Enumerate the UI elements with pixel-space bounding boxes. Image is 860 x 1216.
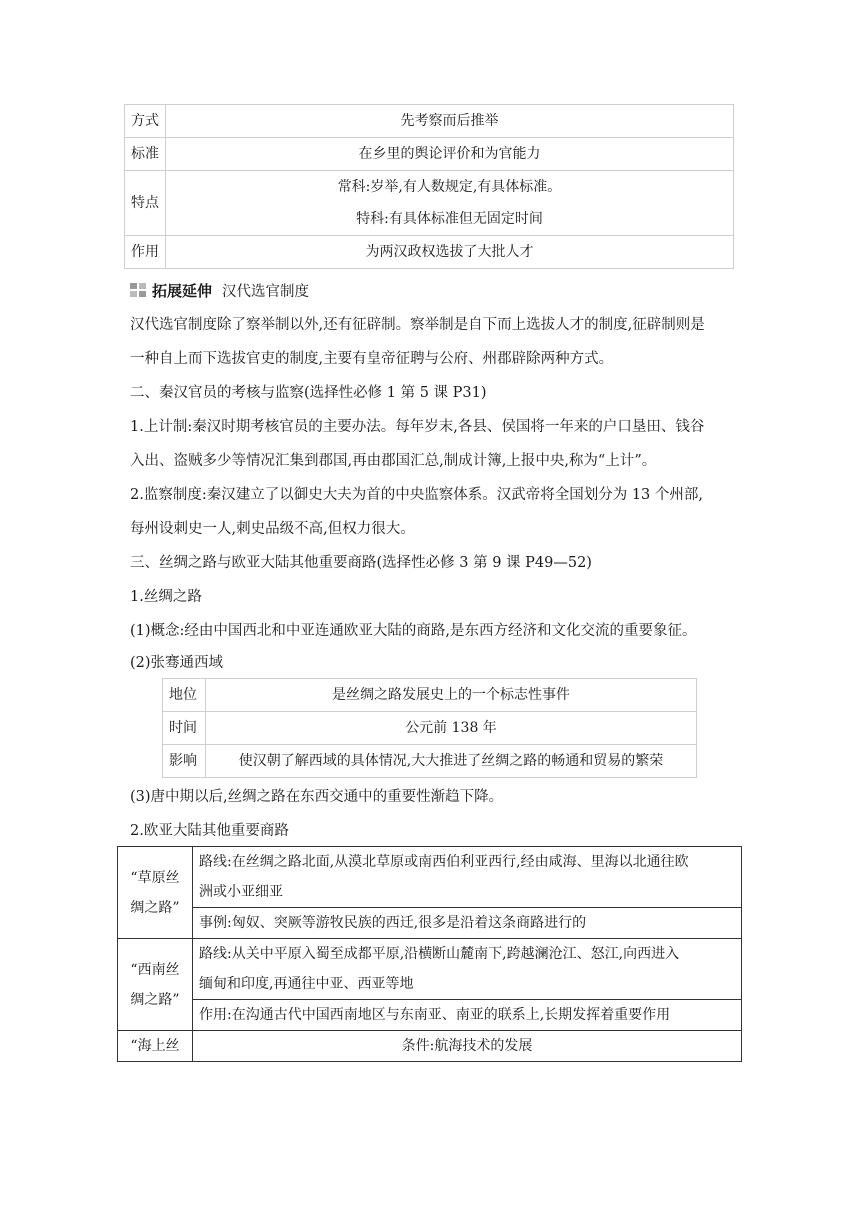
table-row (118, 1000, 742, 1031)
detail-line: 路线:在丝绸之路北面,从漠北草原或南西伯利亚西行,经由咸海、里海以北通往欧 (199, 854, 689, 870)
section-heading: 三、丝绸之路与欧亚大陆其他重要商路(选择性必修 3 第 9 课 P49—52) (130, 555, 592, 571)
row-key: 作用 (125, 236, 166, 269)
route-name-line: 绸之路” (130, 991, 180, 1008)
table-row (163, 712, 697, 745)
table-row (118, 908, 742, 939)
section-heading: 二、秦汉官员的考核与监察(选择性必修 1 第 5 课 P31) (130, 385, 487, 401)
detail-line: 洲或小亚细亚 (199, 884, 283, 900)
paragraph-line: (2)张骞通西域 (130, 655, 224, 671)
route-name-line: 绸之路” (130, 899, 180, 916)
route-name: “海上丝 (118, 1031, 193, 1062)
extension-subtitle: 汉代选官制度 (222, 284, 310, 300)
table-row (118, 1031, 742, 1062)
row-value: 先考察而后推举 (166, 105, 734, 138)
paragraph-line: 每州设刺史一人,刺史品级不高,但权力很大。 (130, 521, 415, 537)
route-detail: 事例:匈奴、突厥等游牧民族的西迁,很多是沿着这条商路进行的 (193, 908, 742, 939)
route-name-line: “西南丝 (130, 961, 180, 978)
table-row (125, 105, 734, 138)
table-row (118, 939, 742, 1000)
paragraph-line: 1.上计制:秦汉时期考核官员的主要办法。每年岁末,各县、侯国将一年来的户口垦田、钱谷 (130, 419, 705, 435)
subheading: 2.欧亚大陆其他重要商路 (130, 823, 289, 839)
route-detail: 条件:航海技术的发展 (193, 1031, 742, 1062)
row-value: 在乡里的舆论评价和为官能力 (166, 138, 734, 171)
paragraph-line: (3)唐中期以后,丝绸之路在东西交通中的重要性渐趋下降。 (130, 789, 504, 805)
paragraph-line: 入出、盗贼多少等情况汇集到郡国,再由郡国汇总,制成计簿,上报中央,称为“上计”。 (130, 453, 657, 469)
row-value: 为两汉政权选拔了大批人才 (166, 236, 734, 269)
table-row (163, 745, 697, 778)
route-detail (193, 847, 742, 908)
value-line: 常科:岁举,有人数规定,有具体标准。 (337, 179, 562, 195)
route-name-line: “草原丝 (130, 869, 180, 886)
selection-table (124, 104, 734, 269)
value-line: 特科:有具体标准但无固定时间 (356, 211, 543, 227)
row-value: 公元前 138 年 (206, 712, 697, 745)
extension-text-line: 汉代选官制度除了察举制以外,还有征辟制。察举制是自下而上选拔人才的制度,征辟制则是 (130, 317, 705, 333)
row-key: 地位 (163, 679, 206, 712)
zhang-qian-table (162, 678, 697, 778)
detail-line: 缅甸和印度,再通往中亚、西亚等地 (199, 976, 414, 992)
route-detail: 作用:在沟通古代中国西南地区与东南亚、南亚的联系上,长期发挥着重要作用 (193, 1000, 742, 1031)
row-key: 特点 (125, 171, 166, 236)
row-key: 标准 (125, 138, 166, 171)
row-key: 影响 (163, 745, 206, 778)
extension-text-line: 一种自上而下选拔官吏的制度,主要有皇帝征聘与公府、州郡辟除两种方式。 (130, 351, 614, 367)
row-key: 时间 (163, 712, 206, 745)
table-row (125, 138, 734, 171)
extension-header (130, 280, 309, 301)
route-name (118, 847, 193, 939)
row-value: 使汉朝了解西域的具体情况,大大推进了丝绸之路的畅通和贸易的繁荣 (206, 745, 697, 778)
detail-line: 路线:从关中平原入蜀至成都平原,沿横断山麓南下,跨越澜沧江、怒江,向西进入 (199, 946, 680, 962)
paragraph-line: (1)概念:经由中国西北和中亚连通欧亚大陆的商路,是东西方经济和文化交流的重要象征。 (130, 623, 697, 639)
route-name (118, 939, 193, 1031)
table-row (163, 679, 697, 712)
extension-label: 拓展延伸 (152, 282, 213, 300)
row-key: 方式 (125, 105, 166, 138)
row-value: 是丝绸之路发展史上的一个标志性事件 (206, 679, 697, 712)
row-value (166, 171, 734, 236)
table-row (125, 236, 734, 269)
subheading: 1.丝绸之路 (130, 589, 202, 605)
paragraph-line: 2.监察制度:秦汉建立了以御史大夫为首的中央监察体系。汉武帝将全国划分为 13 个州部, (130, 487, 703, 503)
grid-blocks-icon (130, 283, 148, 299)
trade-routes-table (117, 846, 742, 1062)
table-row (125, 171, 734, 236)
table-row (118, 847, 742, 908)
route-detail (193, 939, 742, 1000)
